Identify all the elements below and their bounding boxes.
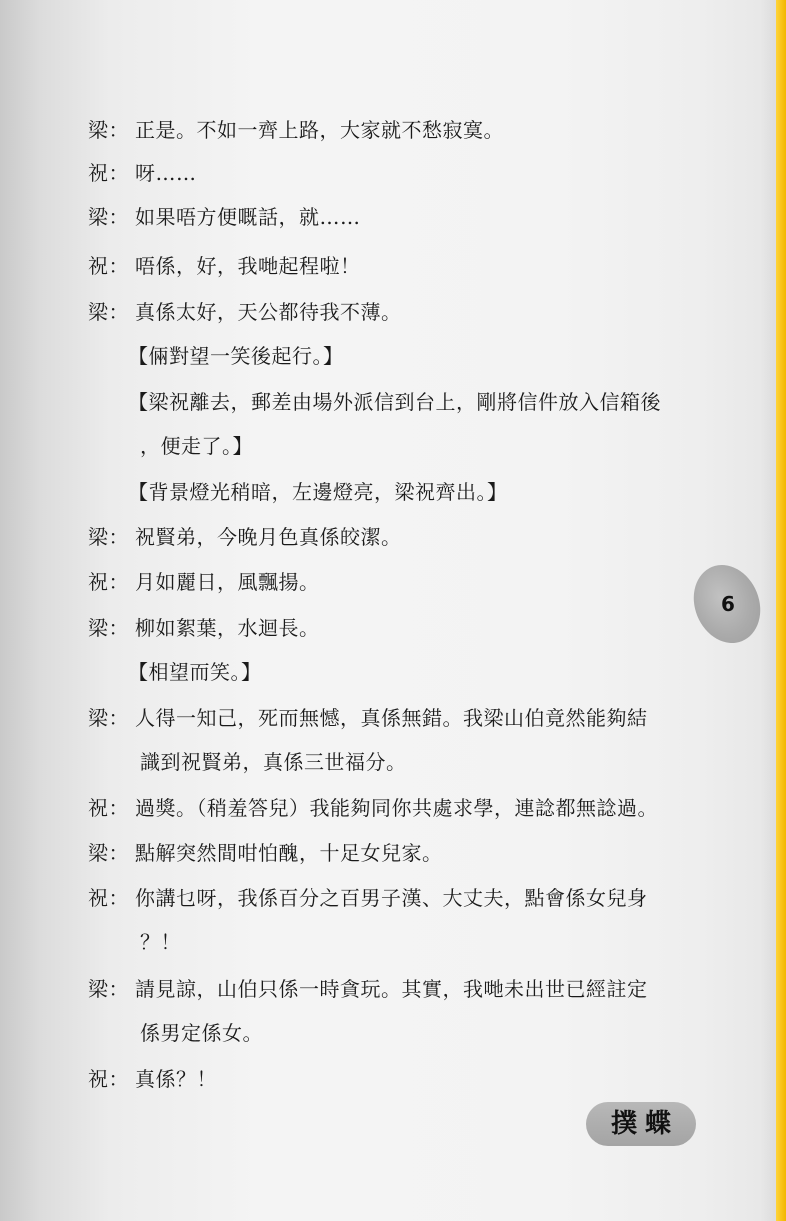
dialogue-text: 如果唔方便嘅話，就…… (135, 205, 361, 229)
dialogue-text: 正是。不如一齊上路，大家就不愁寂寞。 (135, 118, 504, 142)
script-line (0, 967, 760, 1011)
speaker-label: 梁： (88, 525, 129, 549)
dialogue-text: 真係太好，天公都待我不薄。 (135, 300, 402, 324)
section-title-badge: 撲蝶 (586, 1102, 696, 1146)
dialogue-text: 請見諒，山伯只係一時貪玩。其實，我哋未出世已經註定 (135, 977, 648, 1001)
dialogue-text: 人得一知己，死而無憾，真係無錯。我梁山伯竟然能夠結 (135, 706, 648, 730)
dialogue-text: 真係？！ (135, 1067, 217, 1091)
dialogue-text: 你講乜呀，我係百分之百男子漢、大丈夫，點會係女兒身 (135, 886, 648, 910)
continuation-text: 識到祝賢弟，真係三世福分。 (140, 750, 407, 774)
speaker-label: 祝： (88, 254, 129, 278)
script-line (0, 108, 760, 152)
speaker-label: 梁： (88, 300, 129, 324)
dialogue-continuation (0, 1011, 760, 1055)
speaker-label: 梁： (88, 205, 129, 229)
script-line (0, 244, 760, 288)
speaker-label: 祝： (88, 570, 129, 594)
script-line (0, 696, 760, 740)
dialogue-text: 月如麗日，風飄揚。 (135, 570, 320, 594)
script-line (0, 560, 760, 604)
speaker-label: 梁： (88, 616, 129, 640)
script-line (0, 876, 760, 920)
continuation-text: ？！ (140, 930, 181, 954)
stage-direction (0, 470, 760, 514)
stage-direction (0, 380, 760, 424)
continuation-text: 係男定係女。 (140, 1021, 263, 1045)
stage-direction-continuation (0, 424, 760, 468)
speaker-label: 祝： (88, 796, 129, 820)
script-line (0, 606, 760, 650)
speaker-label: 祝： (88, 1067, 129, 1091)
stage-direction-text: 【倆對望一笑後起行。】 (128, 344, 344, 368)
stage-direction (0, 650, 760, 694)
speaker-label: 梁： (88, 977, 129, 1001)
stage-direction (0, 334, 760, 378)
script-line (0, 515, 760, 559)
dialogue-text: 祝賢弟，今晚月色真係皎潔。 (135, 525, 402, 549)
speaker-label: 梁： (88, 706, 129, 730)
dialogue-text: 唔係，好，我哋起程啦！ (135, 254, 361, 278)
dialogue-text: 過獎。（稍羞答兒）我能夠同你共處求學，連諗都無諗過。 (135, 796, 658, 820)
dialogue-text: 點解突然間咁怕醜，十足女兒家。 (135, 841, 443, 865)
speaker-label: 梁： (88, 118, 129, 142)
dialogue-continuation (0, 740, 760, 784)
continuation-text: ，便走了。】 (140, 434, 253, 458)
script-line (0, 786, 760, 830)
dialogue-text: 呀…… (135, 161, 197, 185)
speaker-label: 梁： (88, 841, 129, 865)
stage-direction-text: 【梁祝離去，郵差由場外派信到台上，剛將信件放入信箱後 (128, 390, 661, 414)
script-line (0, 195, 760, 239)
chapter-tab-number: 6 (721, 592, 735, 616)
dialogue-text: 柳如絮葉，水迴長。 (135, 616, 320, 640)
speaker-label: 祝： (88, 886, 129, 910)
dialogue-continuation (0, 920, 760, 964)
speaker-label: 祝： (88, 161, 129, 185)
stage-direction-text: 【背景燈光稍暗，左邊燈亮，梁祝齊出。】 (128, 480, 508, 504)
script-line (0, 1057, 760, 1101)
script-line (0, 290, 760, 334)
script-line (0, 831, 760, 875)
script-line (0, 151, 760, 195)
stage-direction-text: 【相望而笑。】 (128, 660, 262, 684)
